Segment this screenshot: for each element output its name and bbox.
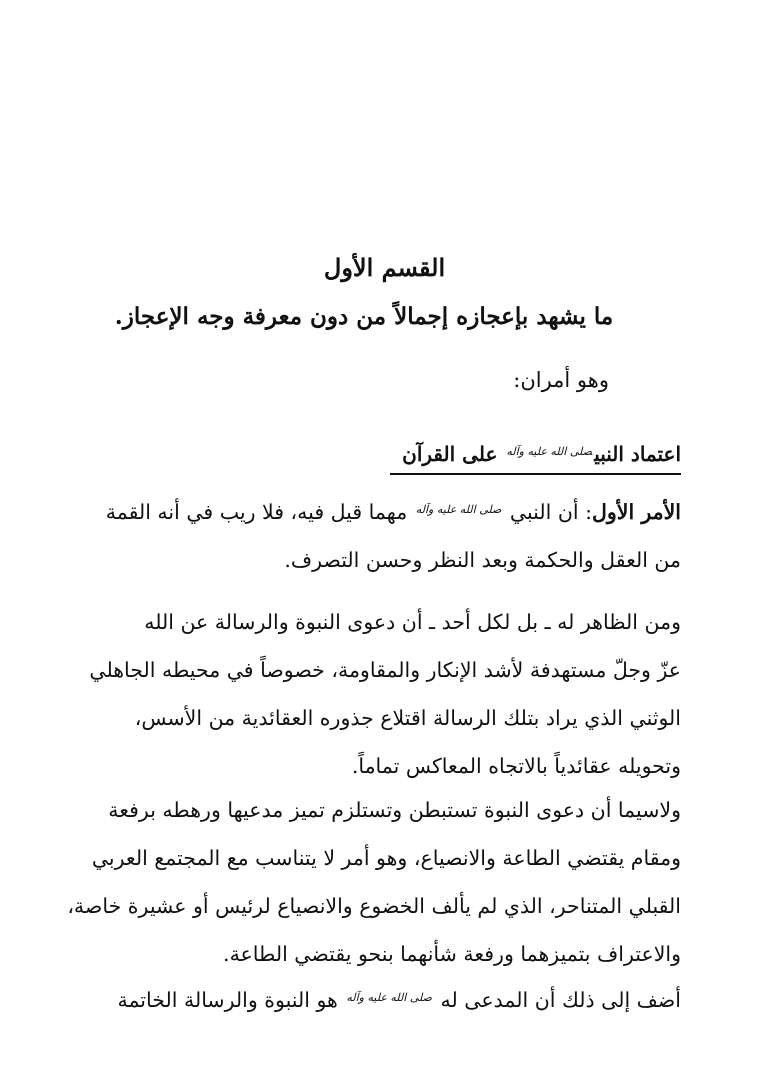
paragraph-line: عزّ وجلّ مستهدفة لأشد الإنكار والمقاومة، خصوصاً في محيطه الجاهلي <box>89 658 681 682</box>
section-title: القسم الأول <box>323 253 446 282</box>
section-subtitle: ما يشهد بإعجازه إجمالاً من دون معرفة وجه الإعجاز. <box>114 303 614 330</box>
paragraph-second <box>86 598 681 790</box>
paragraph-line: القبلي المتناحر، الذي لم يألف الخضوع والانصياع لرئيس أو عشيرة خاصة، <box>67 894 681 918</box>
honorific-mark: صلى الله عليه وآله <box>415 503 502 516</box>
paragraph-line <box>86 974 681 1024</box>
paragraph-line: وتحويله عقائدياً بالاتجاه المعاكس تماماً. <box>351 754 681 778</box>
paragraph-first-matter <box>86 486 681 584</box>
paragraph-third <box>67 786 681 978</box>
paragraph-text: : أن النبي <box>509 500 592 524</box>
subsection-heading <box>390 437 681 475</box>
paragraph-text: أضف إلى ذلك أن المدعى له <box>440 988 681 1012</box>
paragraph-line <box>86 486 681 536</box>
lead-term: الأمر الأول <box>592 500 681 524</box>
intro-text: وهو أمران: <box>513 368 609 392</box>
paragraph-line: ومن الظاهر له ـ بل لكل أحد ـ أن دعوى النبوة والرسالة عن الله <box>144 610 681 634</box>
paragraph-line: الوثني الذي يراد بتلك الرسالة اقتلاع جذوره العقائدية من الأسس، <box>134 706 681 730</box>
paragraph-line: ومقام يقتضي الطاعة والانصياع، وهو أمر لا يتناسب مع المجتمع العربي <box>91 846 681 870</box>
paragraph-line: من العقل والحكمة وبعد النظر وحسن التصرف. <box>284 548 681 572</box>
paragraph-line: والاعتراف بتميزهما ورفعة شأنهما بنحو يقتضي الطاعة. <box>223 942 681 966</box>
honorific-mark: صلى الله عليه وآله <box>346 991 433 1004</box>
paragraph-text: هو النبوة والرسالة الخاتمة <box>117 988 338 1012</box>
heading-text-before: اعتماد النبي <box>594 442 681 466</box>
paragraph-line: ولاسيما أن دعوى النبوة تستبطن وتستلزم تميز مدعيها ورهطه برفعة <box>108 798 681 822</box>
heading-text-after: على القرآن <box>402 442 498 466</box>
paragraph-fourth <box>86 974 681 1024</box>
honorific-mark: صلى الله عليه وآله <box>506 445 593 458</box>
paragraph-text: مهما قيل فيه، فلا ريب في أنه القمة <box>105 500 408 524</box>
